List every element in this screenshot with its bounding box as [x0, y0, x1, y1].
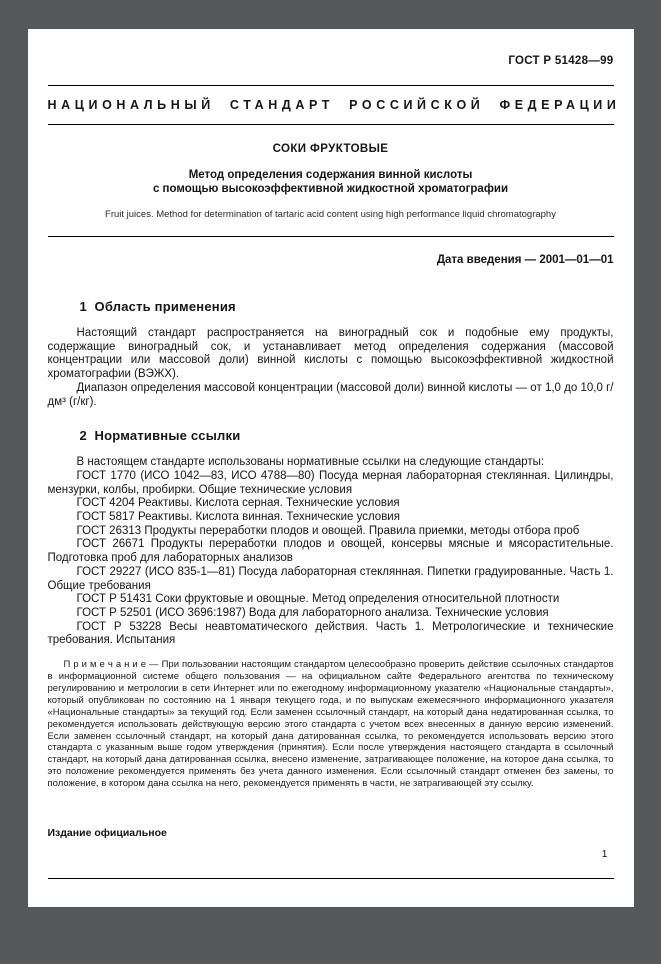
references-intro: В настоящем стандарте использованы нормативные ссылки на следующие стандарты:	[76, 456, 545, 469]
reference-item: ГОСТ 29227 (ИСО 835-1—81) Посуда лабораторная стеклянная. Пипетки градуированные. Часть 1. Общие требования	[47, 565, 614, 592]
document-title-line-2: с помощью высокоэффективной жидкостной хроматографии	[152, 183, 509, 195]
reference-item: ГОСТ 26671 Продукты переработки плодов и овощей, консервы мясные и мясорастительные. Подготовка проб для лабораторных анализов	[47, 538, 614, 565]
references-note: П р и м е ч а н и е — При пользовании настоящим стандартом целесообразно проверить действие ссылочных стандартов в информационной системе общего пользования — на официальном сайте Федерального агентства по техническому регулированию и метрологии в сети Интернет или по ежегодному информационному указателю «Национальные стандарты», который опубликован по состоянию на 1 января текущего года, и по выпускам ежемесячного информационного указателя «Национальные стандарты» за текущий год. Если заменен ссылочный стандарт, на который дана недатированная ссылка, то рекомендуется использовать действующую версию этого стандарта с учетом всех внесенных в данную версию изменений. Если заменен ссылочный стандарт, на который дана датированная ссылка, то рекомендуется использовать версию этого стандарта с указанным выше годом утверждения (принятия). Если после утверждения настоящего стандарта в ссылочный стандарт, на который дана датированная ссылка, внесено изменение, затрагивающее положение, на которое дана ссылка, то это положение рекомендуется применять без учета данного изменения. Если ссылочный стандарт отменен без замены, то положение, в котором дана ссылка на него, рекомендуется применять в части, не затрагивающей эту ссылку.	[47, 659, 614, 790]
reference-item: ГОСТ 5817 Реактивы. Кислота винная. Технические условия	[76, 511, 400, 524]
section-heading-scope: 1 Область применения	[79, 299, 236, 314]
reference-item: ГОСТ Р 53228 Весы неавтоматического действия. Часть 1. Метрологические и технические требования. Испытания	[47, 620, 614, 647]
page-number: 1	[601, 848, 608, 860]
document-page	[28, 29, 634, 907]
reference-item: ГОСТ Р 51431 Соки фруктовые и овощные. Метод определения относительной плотности	[76, 593, 560, 606]
doc-number: ГОСТ Р 51428—99	[508, 55, 614, 67]
title-block	[48, 143, 614, 220]
scope-paragraph: Настоящий стандарт распространяется на виноградный сок и подобные ему продукты, содержащие виноградный сок, и устанавливает метод определения содержания (массовой концентрации или массовой доли) винной кислоты с помощью высокоэффективной жидкостной хроматографии (ВЭЖХ).	[47, 327, 614, 381]
document-title-line-1: Метод определения содержания винной кислоты	[188, 169, 473, 181]
edition-label: Издание официальное	[47, 827, 167, 839]
document-subject: СОКИ ФРУКТОВЫЕ	[272, 143, 389, 155]
scope-paragraph: Диапазон определения массовой концентрации (массовой доли) винной кислоты — от 1,0 до 10,0 г/дм³ (г/кг).	[47, 381, 614, 408]
footer-rule	[48, 878, 614, 879]
section-heading-references: 2 Нормативные ссылки	[79, 428, 241, 444]
federation-heading: НАЦИОНАЛЬНЫЙ СТАНДАРТ РОССИЙСКОЙ ФЕДЕРАЦИИ	[47, 98, 621, 112]
document-title-english: Fruit juices. Method for determination of tartaric acid content using high performance liquid chromatography	[105, 209, 556, 220]
canvas-background	[0, 29, 661, 964]
reference-item: ГОСТ Р 52501 (ИСО 3696:1987) Вода для лабораторного анализа. Технические условия	[76, 606, 549, 619]
effective-date: Дата введения — 2001—01—01	[436, 254, 614, 266]
reference-item: ГОСТ 1770 (ИСО 1042—83, ИСО 4788—80) Посуда мерная лабораторная стеклянная. Цилиндры, мензурки, колбы, пробирки. Общие технические условия	[47, 469, 614, 496]
divider-rule-top	[48, 85, 614, 86]
reference-item: ГОСТ 4204 Реактивы. Кислота серная. Технические условия	[76, 497, 400, 510]
divider-rule-under-federation	[48, 124, 614, 125]
reference-item: ГОСТ 26313 Продукты переработки плодов и овощей. Правила приемки, методы отбора проб	[76, 524, 580, 537]
divider-rule-under-title	[48, 236, 614, 237]
